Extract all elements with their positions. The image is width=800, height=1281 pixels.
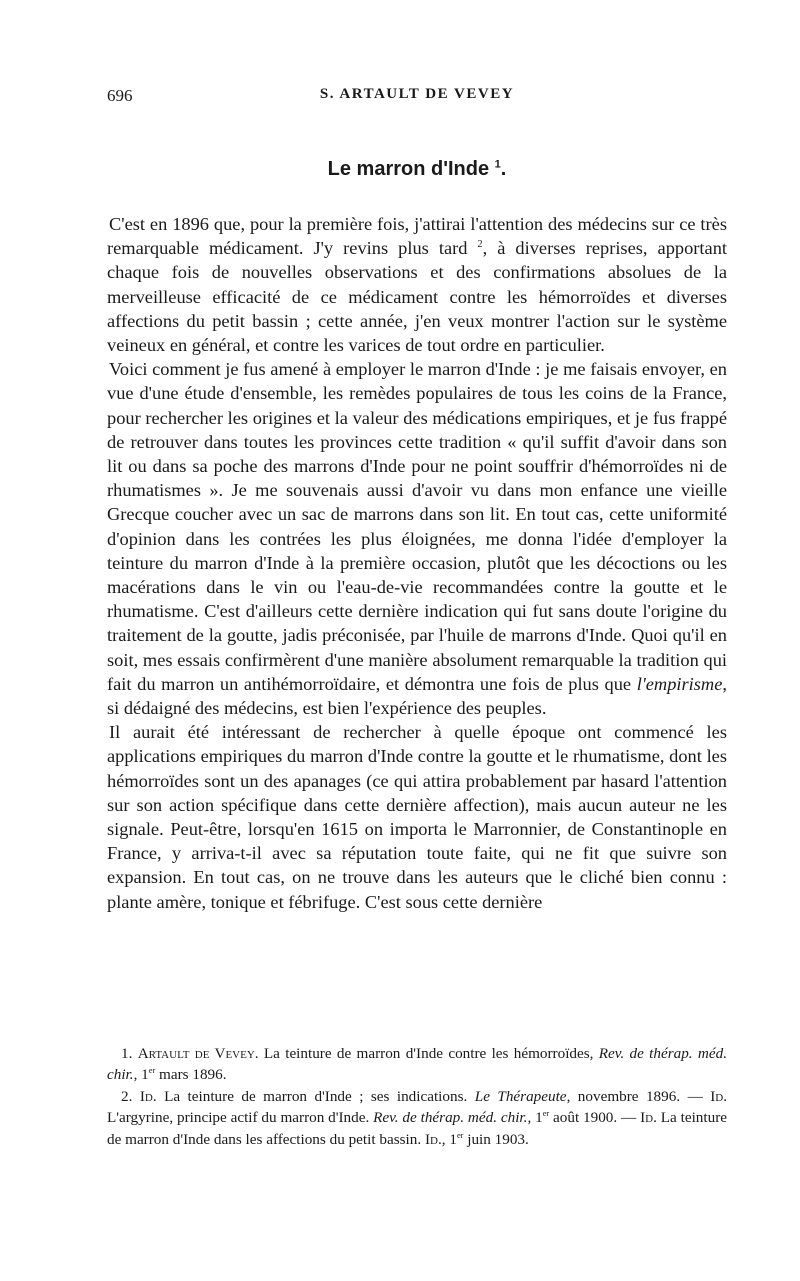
footnote-2-text-3: L'argyrine, principe actif du marron d'Inde. bbox=[107, 1109, 374, 1127]
title-footnote-marker: 1 bbox=[494, 158, 501, 171]
footnote-2-sup-1: er bbox=[542, 1109, 550, 1119]
footnote-2-text-7: , 1 bbox=[441, 1130, 457, 1148]
footnote-2-text-4: , 1 bbox=[527, 1109, 543, 1127]
footnote-1-date-sup: er bbox=[148, 1066, 156, 1076]
footnote-2-text-5: août 1900. — bbox=[549, 1109, 641, 1127]
article-body bbox=[107, 212, 727, 914]
paragraph-1 bbox=[107, 212, 727, 357]
paragraph-2 bbox=[107, 357, 727, 720]
paragraph-1-text-a: C'est en 1896 que, pour la première fois, j'attirai l'attention des médecins sur ce très remarquable médicament. J'y revins plus tard bbox=[107, 214, 727, 259]
paragraph-2-text-a: Voici comment je fus amené à employer le marron d'Inde : je me faisais envoyer, en vue d'une étude d'ensemble, les remèdes populaires de tous les coins de la France, pour rechercher les origines et la valeur des médications empiriques, et je fus frappé de retrouver dans toutes les provinces cette tradition « qu'il suffit d'avoir dans son lit ou dans sa poche des marrons d'Inde pour ne point souffrir d'hémorroïdes ni de rhumatismes ». Je me souvenais aussi d'avoir vu dans mon enfance une vieille Grecque coucher avec un sac de marrons dans son lit. En tout cas, cette uniformité d'opinion dans les contrées les plus éloignées, me donna l'idée d'employer la teinture du marron d'Inde à la première occasion, plutôt que les décoctions ou les macérations dans le vin ou l'eau-de-vie recommandées contre la goutte et le rhumatisme. C'est d'ailleurs cette dernière indication qui fut sans doute l'origine du traitement de la goutte, jadis préconisée, par l'huile de marrons d'Inde. Quoi qu'il en soit, mes essais confirmèrent d'une manière absolument remarquable la tradition qui fait du marron un antihémorroïdaire, et démontra une fois de plus que bbox=[107, 359, 727, 694]
paragraph-2-emphasis: l'empirisme bbox=[636, 673, 723, 694]
footnote-1-text: La teinture de marron d'Inde contre les hémorroïdes, bbox=[258, 1045, 599, 1062]
footnote-2-journal-1: Le Thérapeute bbox=[474, 1087, 567, 1105]
article-title-text: Le marron d'Inde bbox=[327, 158, 490, 180]
footnote-2-number: 2. bbox=[121, 1087, 133, 1105]
footnote-2-id-3: Id. bbox=[640, 1109, 657, 1127]
paragraph-2-text-b: , si dédaigné des médecins, est bien l'expérience des peuples. bbox=[107, 673, 727, 719]
footnote-2-journal-2: Rev. de thérap. méd. chir. bbox=[373, 1109, 528, 1127]
running-head-author: S. ARTAULT DE VEVEY bbox=[319, 86, 515, 102]
running-head bbox=[107, 86, 727, 110]
footnote-2-text-6: La teinture de marron d'Inde dans les affections du petit bassin. bbox=[107, 1109, 728, 1148]
footnote-2-sup-2: er bbox=[456, 1130, 464, 1140]
footnote-1-journal: Rev. de thérap. méd. chir. bbox=[107, 1045, 728, 1084]
document-page bbox=[107, 0, 727, 1281]
paragraph-3 bbox=[107, 720, 727, 914]
footnote-2-id-1: Id. bbox=[139, 1087, 157, 1105]
footnotes bbox=[107, 1043, 727, 1150]
footnote-1-number: 1. bbox=[121, 1045, 133, 1062]
article-title: Le marron d'Inde $^1$. bbox=[327, 158, 507, 180]
paragraph-3-text: Il aurait été intéressant de rechercher à quelle époque ont commencé les applications empiriques du marron d'Inde contre la goutte et le rhumatisme, dont les hémorroïdes sont un des apanages (ce qui attira probablement par hasard l'attention sur son action spécifique dans cette dernière affection), mais aucun auteur ne les signale. Peut-être, lorsqu'en 1615 on importa le Marronnier, de Constantinople en France, y arriva-t-il avec sa réputation toute faite, qui ne fit que suivre son expansion. En tout cas, on ne trouve dans les auteurs que le cliché bien connu : plante amère, tonique et fébrifuge. C'est sous cette dernière bbox=[107, 722, 727, 912]
footnote-1-date-a: , 1 bbox=[133, 1066, 149, 1084]
footnote-2 bbox=[107, 1086, 727, 1150]
footnote-2-text-2: , novembre 1896. — bbox=[566, 1087, 711, 1105]
footnote-1-author: Artault de Vevey. bbox=[137, 1045, 259, 1062]
footnote-ref-2: 2 bbox=[477, 239, 483, 251]
footnote-2-text-1: La teinture de marron d'Inde ; ses indications. bbox=[156, 1087, 475, 1105]
footnote-2-id-4: Id. bbox=[424, 1130, 442, 1148]
footnote-2-text-8: juin 1903. bbox=[463, 1130, 529, 1148]
page-number: 696 bbox=[107, 86, 133, 105]
footnote-1 bbox=[107, 1043, 727, 1086]
footnote-1-date-b: mars 1896. bbox=[155, 1066, 227, 1084]
paragraph-1-text-b: , à diverses reprises, apportant chaque fois de nouvelles observations et des confirmations absolues de la merveilleuse efficacité de ce médicament contre les hémorroïdes et diverses affections du petit bassin ; cette année, j'en veux montrer l'action sur le système veineux en général, et contre les varices de tout ordre en particulier. bbox=[107, 238, 728, 356]
footnote-2-id-2: Id. bbox=[710, 1087, 728, 1105]
